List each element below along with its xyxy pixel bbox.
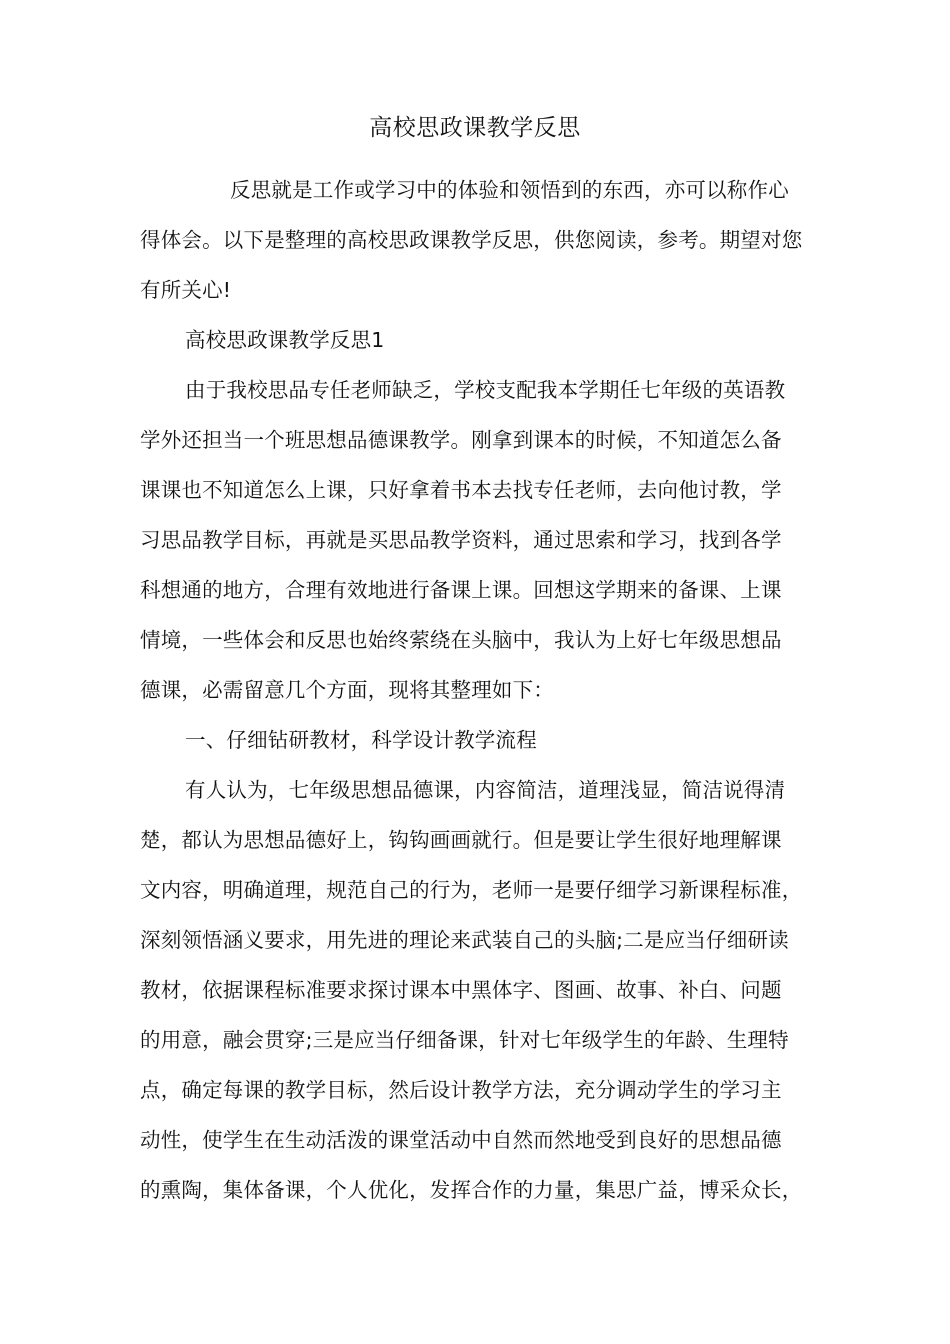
paragraph-line: 有人认为，七年级思想品德课，内容简洁，道理浅显，简洁说得清 — [185, 778, 786, 802]
paragraph-line: 楚，都认为思想品德好上，钩钩画画就行。但是要让学生很好地理解课 — [140, 828, 782, 852]
paragraph-line: 习思品教学目标，再就是买思品教学资料，通过思索和学习，找到各学 — [140, 528, 782, 552]
paragraph-line: 的用意，融会贯穿;三是应当仔细备课，针对七年级学生的年龄、生理特 — [140, 1028, 789, 1052]
section-heading: 高校思政课教学反思1 — [185, 328, 385, 352]
paragraph-line: 反思就是工作或学习中的体验和领悟到的东西，亦可以称作心 — [230, 178, 789, 202]
paragraph-line: 科想通的地方，合理有效地进行备课上课。回想这学期来的备课、上课 — [140, 578, 782, 602]
paragraph-line: 有所关心! — [140, 278, 232, 302]
paragraph-line: 德课，必需留意几个方面，现将其整理如下： — [140, 678, 554, 702]
paragraph-line: 课课也不知道怎么上课，只好拿着书本去找专任老师，去向他讨教，学 — [140, 478, 782, 502]
paragraph-line: 教材，依据课程标准要求探讨课本中黑体字、图画、故事、补白、问题 — [140, 978, 782, 1002]
paragraph-line: 深刻领悟涵义要求，用先进的理论来武装自己的头脑;二是应当仔细研读 — [140, 928, 789, 952]
paragraph-line: 文内容，明确道理，规范自己的行为，老师一是要仔细学习新课程标准， — [140, 878, 803, 902]
paragraph-line: 得体会。以下是整理的高校思政课教学反思，供您阅读，参考。期望对您 — [140, 228, 803, 252]
paragraph-line: 点，确定每课的教学目标，然后设计教学方法，充分调动学生的学习主 — [140, 1078, 782, 1102]
paragraph-line: 由于我校思品专任老师缺乏，学校支配我本学期任七年级的英语教 — [185, 378, 786, 402]
section-heading: 一、仔细钻研教材，科学设计教学流程 — [185, 728, 537, 752]
paragraph-line: 学外还担当一个班思想品德课教学。刚拿到课本的时候，不知道怎么备 — [140, 428, 782, 452]
document-title: 高校思政课教学反思 — [369, 115, 581, 141]
paragraph-line: 动性，使学生在生动活泼的课堂活动中自然而然地受到良好的思想品德 — [140, 1128, 782, 1152]
paragraph-line: 的熏陶，集体备课，个人优化，发挥合作的力量，集思广益，博采众长， — [140, 1178, 803, 1202]
paragraph-line: 情境，一些体会和反思也始终萦绕在头脑中，我认为上好七年级思想品 — [140, 628, 782, 652]
